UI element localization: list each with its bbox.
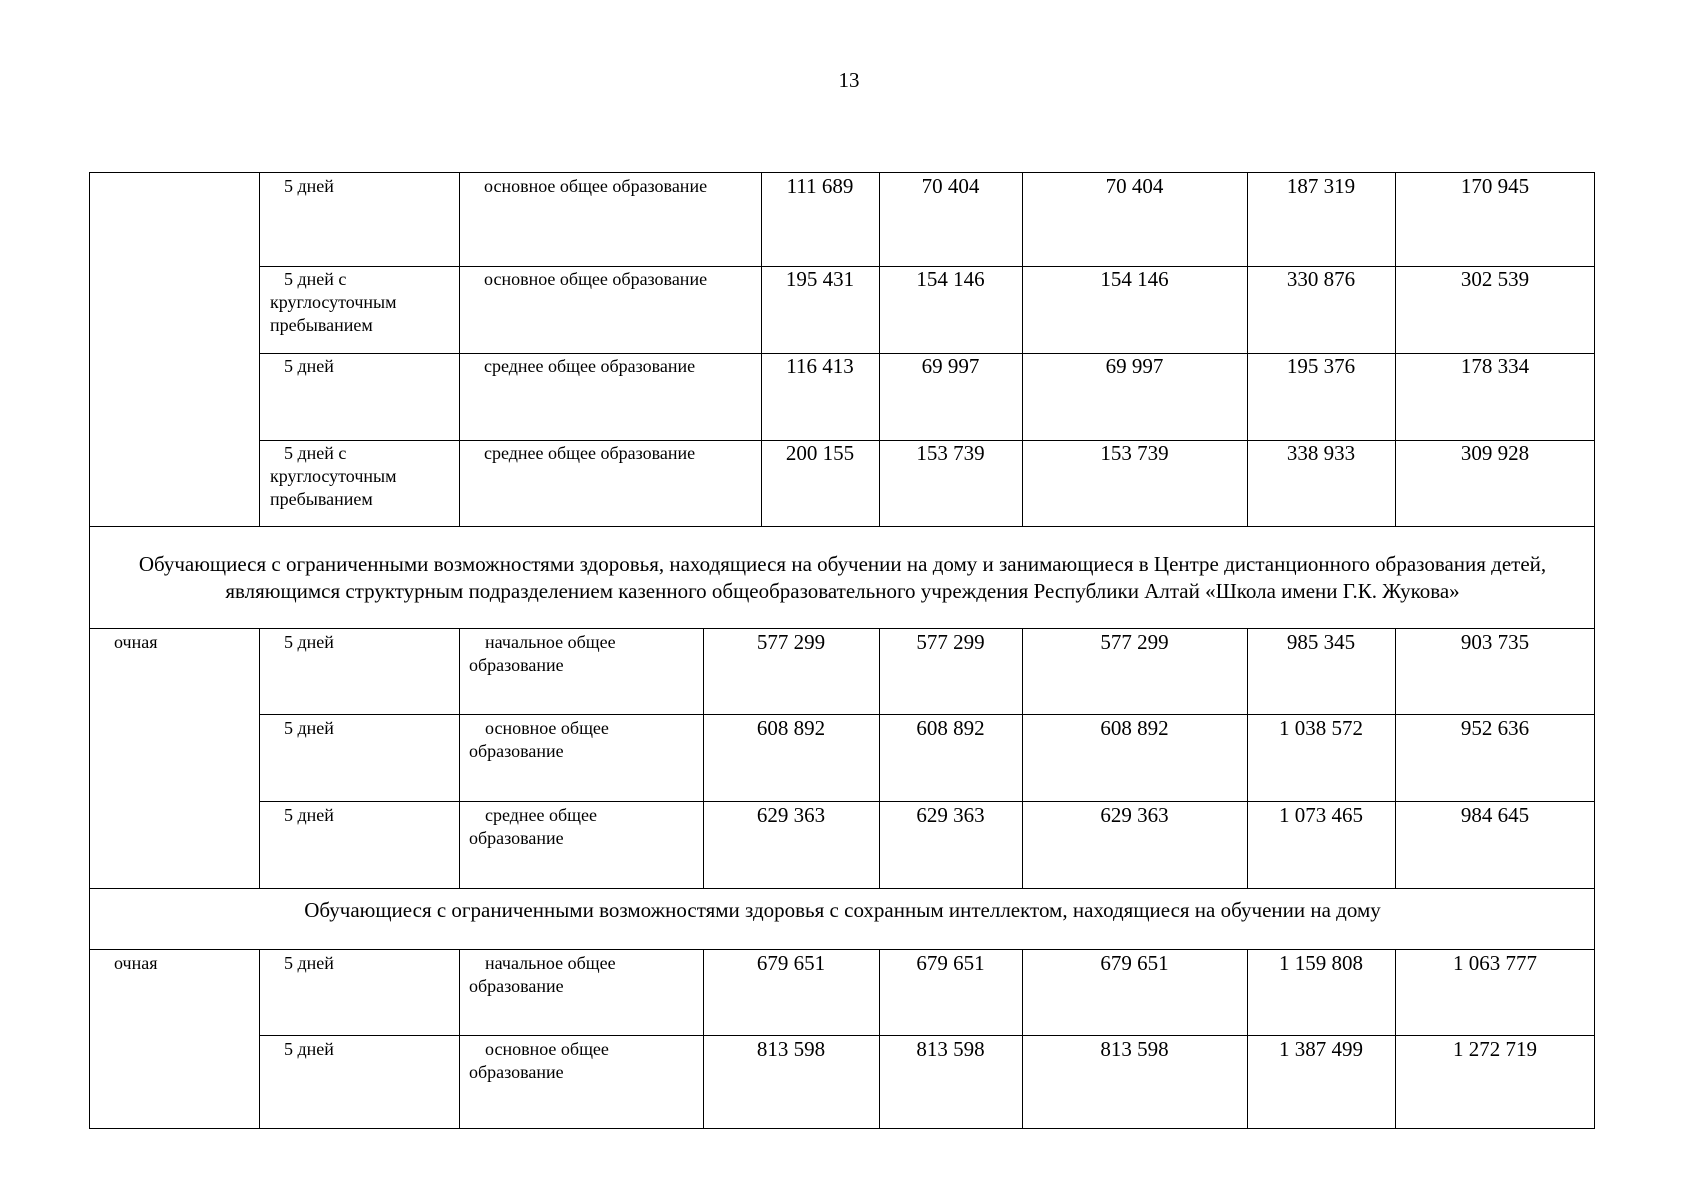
value-cell: 1 272 719 [1453,1037,1537,1061]
value-cell: 813 598 [756,1037,826,1061]
education-level: среднее общее образование [484,356,696,376]
value-cell: 153 739 [1100,441,1169,465]
value-cell: 629 363 [916,803,985,827]
value-cell: 69 997 [1105,354,1164,378]
value-cell: 200 155 [785,441,855,465]
value-cell: 69 997 [921,354,980,378]
value-cell: 577 299 [1100,630,1169,654]
value-cell: 187 319 [1286,174,1356,198]
days-label: 5 дней [284,632,334,652]
value-cell: 608 892 [1100,716,1169,740]
days-label: 5 дней [284,176,334,196]
value-cell: 195 431 [785,267,855,291]
value-cell: 984 645 [1460,803,1530,827]
value-cell: 577 299 [916,630,985,654]
value-cell: 629 363 [756,803,826,827]
value-cell: 330 876 [1286,267,1356,291]
education-level: основное общее образование [469,1039,609,1082]
value-cell: 302 539 [1460,267,1530,291]
value-cell: 170 945 [1460,174,1530,198]
education-level: начальное общее образование [469,953,616,996]
section-heading: Обучающиеся с ограниченными возможностями здоровья с сохранным интеллектом, находящиеся на обучении на дому [304,898,1381,922]
value-cell: 903 735 [1460,630,1530,654]
value-cell: 70 404 [921,174,980,198]
days-label: 5 дней с круглосуточным пребыванием [270,269,397,335]
form-label: очная [114,953,158,973]
value-cell: 338 933 [1286,441,1356,465]
days-label: 5 дней [284,718,334,738]
days-label: 5 дней с круглосуточным пребыванием [270,443,397,509]
value-cell: 154 146 [1100,267,1169,291]
value-cell: 577 299 [756,630,826,654]
value-cell: 679 651 [756,951,826,975]
value-cell: 679 651 [916,951,985,975]
value-cell: 1 038 572 [1279,716,1363,740]
days-label: 5 дней [284,1039,334,1059]
value-cell: 111 689 [786,174,854,198]
days-label: 5 дней [284,953,334,973]
value-cell: 813 598 [916,1037,985,1061]
education-level: основное общее образование [469,718,609,761]
value-cell: 153 739 [916,441,985,465]
data-table [89,172,1595,1129]
section-heading: Обучающиеся с ограниченными возможностями здоровья, находящиеся на обучении на дому и занимающиеся в Центре дистанционного образования детей, являющимся структурным подразделением казенного общеобразовательного учреждения Республики Алтай «Школа имени Г.К. Жукова» [138,552,1547,603]
value-cell: 608 892 [756,716,826,740]
value-cell: 608 892 [916,716,985,740]
value-cell: 813 598 [1100,1037,1169,1061]
value-cell: 679 651 [1100,951,1169,975]
education-level: основное общее образование [484,269,708,289]
education-level: среднее общее образование [469,805,598,848]
value-cell: 154 146 [916,267,985,291]
education-level: начальное общее образование [469,632,616,675]
value-cell: 1 063 777 [1453,951,1537,975]
education-level: основное общее образование [484,176,708,196]
page-number: 13 [838,68,860,92]
value-cell: 952 636 [1460,716,1530,740]
value-cell: 116 413 [786,354,854,378]
education-level: среднее общее образование [484,443,696,463]
value-cell: 1 387 499 [1279,1037,1363,1061]
value-cell: 178 334 [1460,354,1530,378]
value-cell: 309 928 [1460,441,1530,465]
value-cell: 70 404 [1105,174,1164,198]
value-cell: 985 345 [1286,630,1356,654]
form-label: очная [114,632,158,652]
value-cell: 629 363 [1100,803,1169,827]
value-cell: 195 376 [1286,354,1356,378]
days-label: 5 дней [284,356,334,376]
value-cell: 1 073 465 [1279,803,1363,827]
value-cell: 1 159 808 [1279,951,1363,975]
days-label: 5 дней [284,805,334,825]
